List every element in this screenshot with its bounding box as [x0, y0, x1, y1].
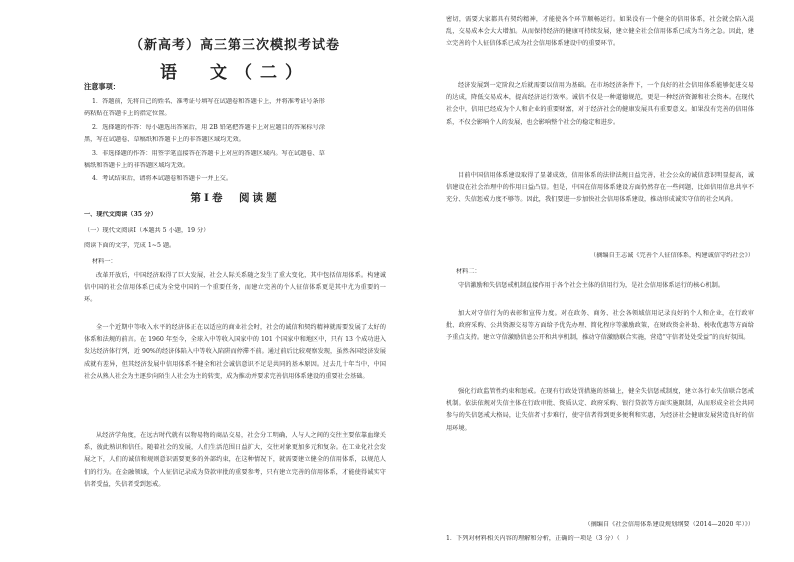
part-heading: 一、现代文阅读（35 分）	[84, 211, 157, 218]
paragraph: 目前中国信用体系建设取得了显著成效，信用体系的法律法规日益完善，社会公众的诚信意识明显提高，诚信建设在社会治理中的作用日益凸显。但是，中国在信用体系建设方面仍然存在一些问题，比如信用信息共享不充分、失信惩戒力度不够等。因此，我们要进一步加快社会信用体系建设，推动形成诚实守信的社会风尚。	[446, 172, 754, 204]
subpart-heading: （一）现代文阅读Ⅰ（本题共 5 小题，19 分）	[84, 227, 210, 234]
instruction: 阅读下面的文字，完成 1~5 题。	[84, 242, 176, 249]
material-label: 材料二：	[456, 268, 481, 275]
notice-item: 2．选择题的作答：每小题选出答案后，用 2B 铅笔把答题卡上对应题目的答案标号涂	[92, 124, 325, 131]
notice-item: 稿纸和答题卡上的非答题区域均无效。	[84, 162, 190, 169]
paragraph: 改革开放后，中国经济取得了巨大发展，社会人际关系随之发生了重大变化，其中包括信用体系。构建诚信中国的社会信用体系已成为全党中国的一个重要任务，而建立完善的个人征信体系更是其中尤为重要的一环。	[84, 272, 386, 304]
notice-item: 3．非选择题的作答：用签字笔直接答在答题卡上对应的答题区域内。写在试题卷、草	[92, 150, 325, 157]
source-citation: （摘编自《社会信用体系建设规划纲要（2014—2020 年）》）	[584, 521, 754, 528]
material-label: 材料一：	[92, 258, 117, 265]
paragraph: 密切，需要大家都具有契约精神，才能使各个环节顺畅运行。如果没有一个健全的信用体系，社会就会陷入混乱，交易成本会大大增加。从而保持经济的健康可持续发展，建立健全社会信用体系已成为当务之急。因此，建立完善的个人征信体系已成为社会信用体系建设中的重要环节。	[446, 16, 754, 48]
paragraph: 经济发展到一定阶段之后就需要以信用为基础。在市场经济条件下，一个良好的社会信用体系能够促进交易的达成，降低交易成本，提高经济运行效率。诚信不仅是一种道德规范，更是一种经济资源和社会资本。在现代社会中，信用已经成为个人和企业的重要财富，对于经济社会的健康发展具有重要意义。如果没有完善的信用体系，不仅会影响个人的发展，也会影响整个社会的稳定和进步。	[446, 82, 754, 126]
notice-item: 4．考试结束后，请将本试题卷和答题卡一并上交。	[92, 175, 233, 182]
paragraph: 加大对守信行为的表彰和宣传力度。对在政务、商务、社会各领域信用记录良好的个人和企业，在行政审批、政府采购、公共资源交易等方面给予优先办理、简化程序等激励政策，在财政资金补助、税收优惠等方面给予重点支持。建立守信激励信息公开和共享机制，推动守信激励联合实施，营造“守信者处处受益”的良好氛围。	[446, 310, 754, 342]
subject-title: 语 文（二）	[160, 63, 310, 83]
paragraph: 强化行政监管性约束和惩戒。在现有行政处罚措施的基础上，健全失信惩戒制度，建立各行业失信联合惩戒机制。依法依规对失信主体在行政审批、资质认定、政府采购、银行贷款等方面实施限制，从而形成全社会共同参与的失信惩戒大格局，让失信者寸步难行，使守信者得到更多便利和实惠，为经济社会健康发展营造良好的信用环境。	[446, 388, 754, 432]
paragraph: 守信激励和失信惩戒机制直接作用于各个社会主体的信用行为，是社会信用体系运行的核心机制。	[458, 282, 725, 289]
paragraph: 从经济学角度，在远古时代就有以物易物的商品交易，社会分工明确，人与人之间的交往主要依靠血缘关系，彼此熟识和信任。随着社会的发展，人们生活范围日益扩大，交往对象更加多元和复杂。在工业化社会发展之下，人们的诚信和规则意识需要更多的外部约束，在这种情况下，就需要建立健全的信用体系，以规范人们的行为。在金融领域，个人征信记录成为贷款审批的重要参考，只有建立完善的信用体系，才能使得诚实守信者受益，失信者受到惩戒。	[84, 432, 386, 488]
notice-heading: 注意事项：	[84, 82, 120, 91]
section-title: 第Ⅰ卷 阅读题	[190, 192, 280, 204]
question: 1．下列对材料相关内容的理解和分析，正确的一项是（3 分）（ ）	[446, 535, 633, 542]
source-citation: （摘编自王志诚《完善个人征信体系，构建诚信守约社会》）	[590, 252, 754, 259]
paragraph: 全一个近期中等收入水平的经济体正在以适应的商业社会时，社会的诚信和契约精神就需要发展了太好的体系和法规的前言。在 1960 年至今，全球入中等收入国家中的 101 个国家中和地区中，只有 13 个成功进入发达经济体行列，近 90%的经济体陷入中等收入陷阱而停滞不前。通过前后比较观察发现，虽然各国经济发展成就有差异，但其经济发展中信用体系不健全和社会诚信意识不足是共同的基本原因。过去几十年当中，中国社会从熟人社会为主逐步向陌生人社会为主的转变，成为推动并要求完善信用体系建设的重要社会基础。	[84, 324, 386, 380]
exam-title: （新高考）高三第三次模拟考试卷	[129, 38, 340, 53]
notice-item: 黑，写在试题卷、草稿纸和答题卡上的非答题区域均无效。	[84, 136, 245, 143]
notice-item: 码粘贴在答题卡上的指定位置。	[84, 110, 171, 117]
notice-item: 1．答题前，先将自己的姓名、准考证号填写在试题卷和答题卡上，并将准考证号条形	[92, 98, 325, 105]
